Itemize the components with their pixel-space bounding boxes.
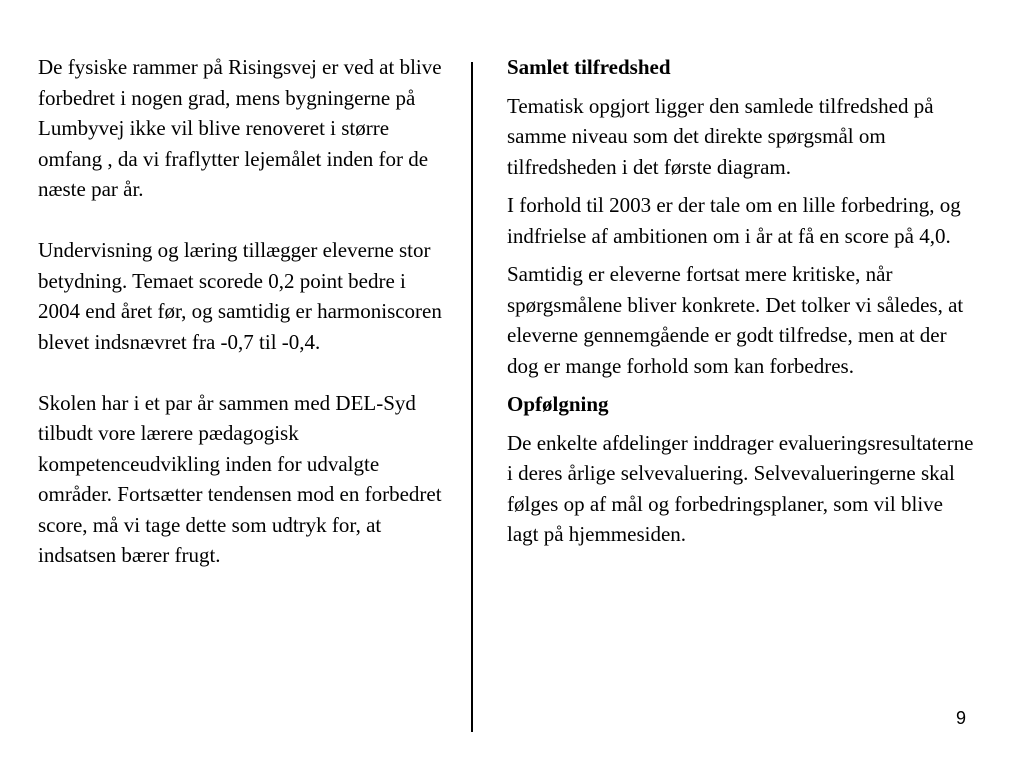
- right-paragraph-2003: I forhold til 2003 er der tale om en lille forbedring, og indfrielse af ambitionen om i år at få en score på 4,0.: [507, 193, 961, 248]
- right-paragraph-critical: Samtidig er eleverne fortsat mere kritiske, når spørgsmålene bliver konkrete. Det tolker vi således, at eleverne gennemgående er godt tilfredse, men at der dog er mange forhold som kan forbedres.: [507, 262, 964, 378]
- right-paragraph-thematic: Tematisk opgjort ligger den samlede tilfredshed på samme niveau som det direkte spørgsmål om tilfredsheden i det første diagram.: [507, 93, 934, 179]
- heading-opfoelgning: Opfølgning: [507, 392, 609, 416]
- left-paragraph-teaching: Undervisning og læring tillægger eleverne stor betydning. Temaet scorede 0,2 point bedre i 2004 end året før, og samtidig er harmoniscoren blevet indsnævret fra -0,7 til -0,4.: [38, 238, 442, 354]
- column-divider: [471, 62, 473, 732]
- heading-samlet-tilfredshed: Samlet tilfredshed: [507, 55, 671, 79]
- right-paragraph-followup: De enkelte afdelinger inddrager evalueringsresultaterne i deres årlige selvevaluering. Selvevalueringerne skal følges op af mål og forbedringsplaner, som vil blive lagt på hjemmesiden.: [507, 430, 974, 546]
- left-column: [38, 52, 448, 601]
- right-column: [507, 52, 977, 558]
- left-paragraph-competence: Skolen har i et par år sammen med DEL-Syd tilbudt vore lærere pædagogisk kompetenceudvikling inden for udvalgte områder. Fortsætter tendensen mod en forbedret score, må vi tage dette som udtryk for, at indsatsen bærer frugt.: [38, 390, 442, 567]
- left-paragraph-facilities: De fysiske rammer på Risingsvej er ved at blive forbedret i nogen grad, mens bygningerne på Lumbyvej ikke vil blive renoveret i større omfang , da vi fraflytter lejemålet inden for de næste par år.: [38, 55, 442, 201]
- page-number: 9: [955, 708, 966, 728]
